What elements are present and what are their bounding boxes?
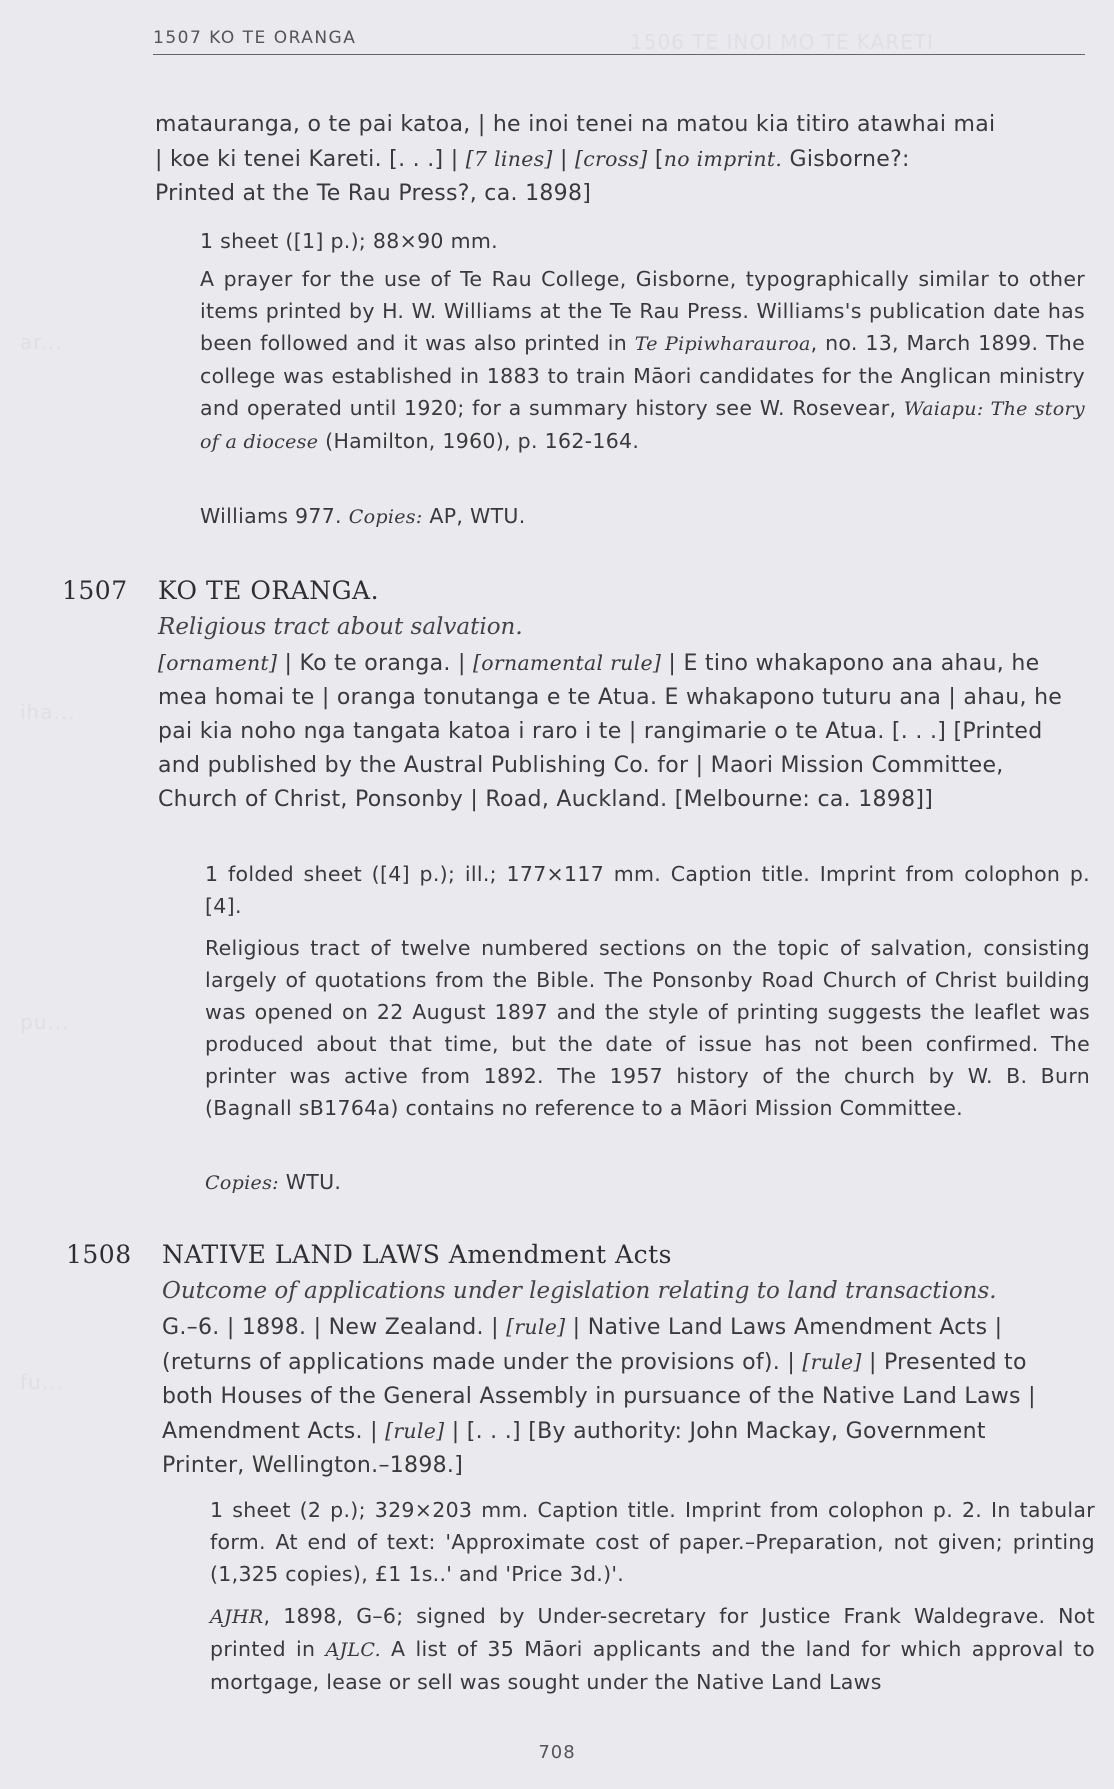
- copies: Copies: WTU.: [205, 1170, 342, 1194]
- references-copies: Williams 977. Copies: AP, WTU.: [200, 504, 526, 528]
- transcription-line: matauranga, o te pai katoa, | he inoi tenei na matou kia titiro atawhai mai: [155, 112, 996, 137]
- transcription-line: Printed at the Te Rau Press?, ca. 1898]: [155, 181, 592, 206]
- physical-description: 1 sheet (2 p.); 329×203 mm. Caption title. Imprint from colophon p. 2. In tabular form. At end of text: 'Approximate cost of paper.–Preparation, not given; printing (1,325 copies), £1 1s..' and 'Price 3d.)'.: [210, 1498, 1095, 1586]
- entry-transcription: [ornament] | Ko te oranga. | [ornamental rule] | E tino whakapono ana ahau, he mea homai te | oranga tonutanga e te Atua. E whakapono tuturu ana | ahau, he pai kia noho nga tangata katoa i raro i te | rangimarie o te Atua. [. . .] [Printed and published by the Austral Publishing Co. for | Maori Mission Committee, Church of Christ, Ponsonby | Road, Auckland. [Melbourne: ca. 1898]]: [158, 651, 1063, 812]
- entry-heading: NATIVE LAND LAWS Amendment Acts: [162, 1240, 672, 1269]
- running-head: 1507 KO TE ORANGA: [153, 28, 1085, 55]
- page-number: 708: [538, 1742, 576, 1763]
- show-through-text: pu...: [20, 1010, 70, 1034]
- show-through-text: fu...: [20, 1370, 64, 1394]
- transcription-line: | koe ki tenei Kareti. [. . .] | [7 lines] | [cross] [no imprint. Gisborne?:: [155, 147, 910, 172]
- descriptive-note: AJHR, 1898, G–6; signed by Under-secretary for Justice Frank Waldegrave. Not printed in AJLC. A list of 35 Māori applicants and the land for which approval to mortgage, lease or sell was sought under the Native Land Laws: [210, 1604, 1095, 1694]
- entry-subtitle: Religious tract about salvation.: [158, 614, 523, 640]
- descriptive-note: A prayer for the use of Te Rau College, Gisborne, typographically similar to other items printed by H. W. Williams at the Te Rau Press. Williams's publication date has been followed and it was also printed in Te Pipiwharauroa, no. 13, March 1899. The college was established in 1883 to train Māori candidates for the Anglican ministry and operated until 1920; for a summary history see W. Rosevear, Waiapu: The story of a diocese (Hamilton, 1960), p. 162-164.: [200, 267, 1086, 453]
- descriptive-note: Religious tract of twelve numbered sections on the topic of salvation, consisting largely of quotations from the Bible. The Ponsonby Road Church of Christ building was opened on 22 August 1897 and the style of printing suggests the leaflet was produced about that time, but the date of issue has not been confirmed. The printer was active from 1892. The 1957 history of the church by W. B. Burn (Bagnall sB1764a) contains no reference to a Māori Mission Committee.: [205, 936, 1090, 1120]
- show-through-text: iha...: [20, 700, 76, 724]
- physical-description: 1 folded sheet ([4] p.); ill.; 177×117 mm. Caption title. Imprint from colophon p. [4].: [205, 862, 1090, 918]
- continuation-transcription: [155, 108, 1070, 211]
- show-through-text: 1506 TE INOI MO TE KARETI: [630, 30, 934, 54]
- physical-description: 1 sheet ([1] p.); 88×90 mm.: [200, 229, 498, 253]
- entry-subtitle: Outcome of applications under legislation relating to land transactions.: [162, 1278, 997, 1304]
- entry-transcription: G.–6. | 1898. | New Zealand. | [rule] | Native Land Laws Amendment Acts | (returns of applications made under the provisions of). | [rule] | Presented to both Houses of the General Assembly in pursuance of the Native Land Laws | Amendment Acts. | [rule] | [. . .] [By authority: John Mackay, Government Printer, Wellington.–1898.]: [162, 1315, 1036, 1478]
- entry-number: 1508: [66, 1240, 132, 1269]
- entry-number: 1507: [62, 576, 128, 605]
- entry-heading: KO TE ORANGA.: [158, 576, 380, 605]
- show-through-text: ar...: [20, 330, 63, 354]
